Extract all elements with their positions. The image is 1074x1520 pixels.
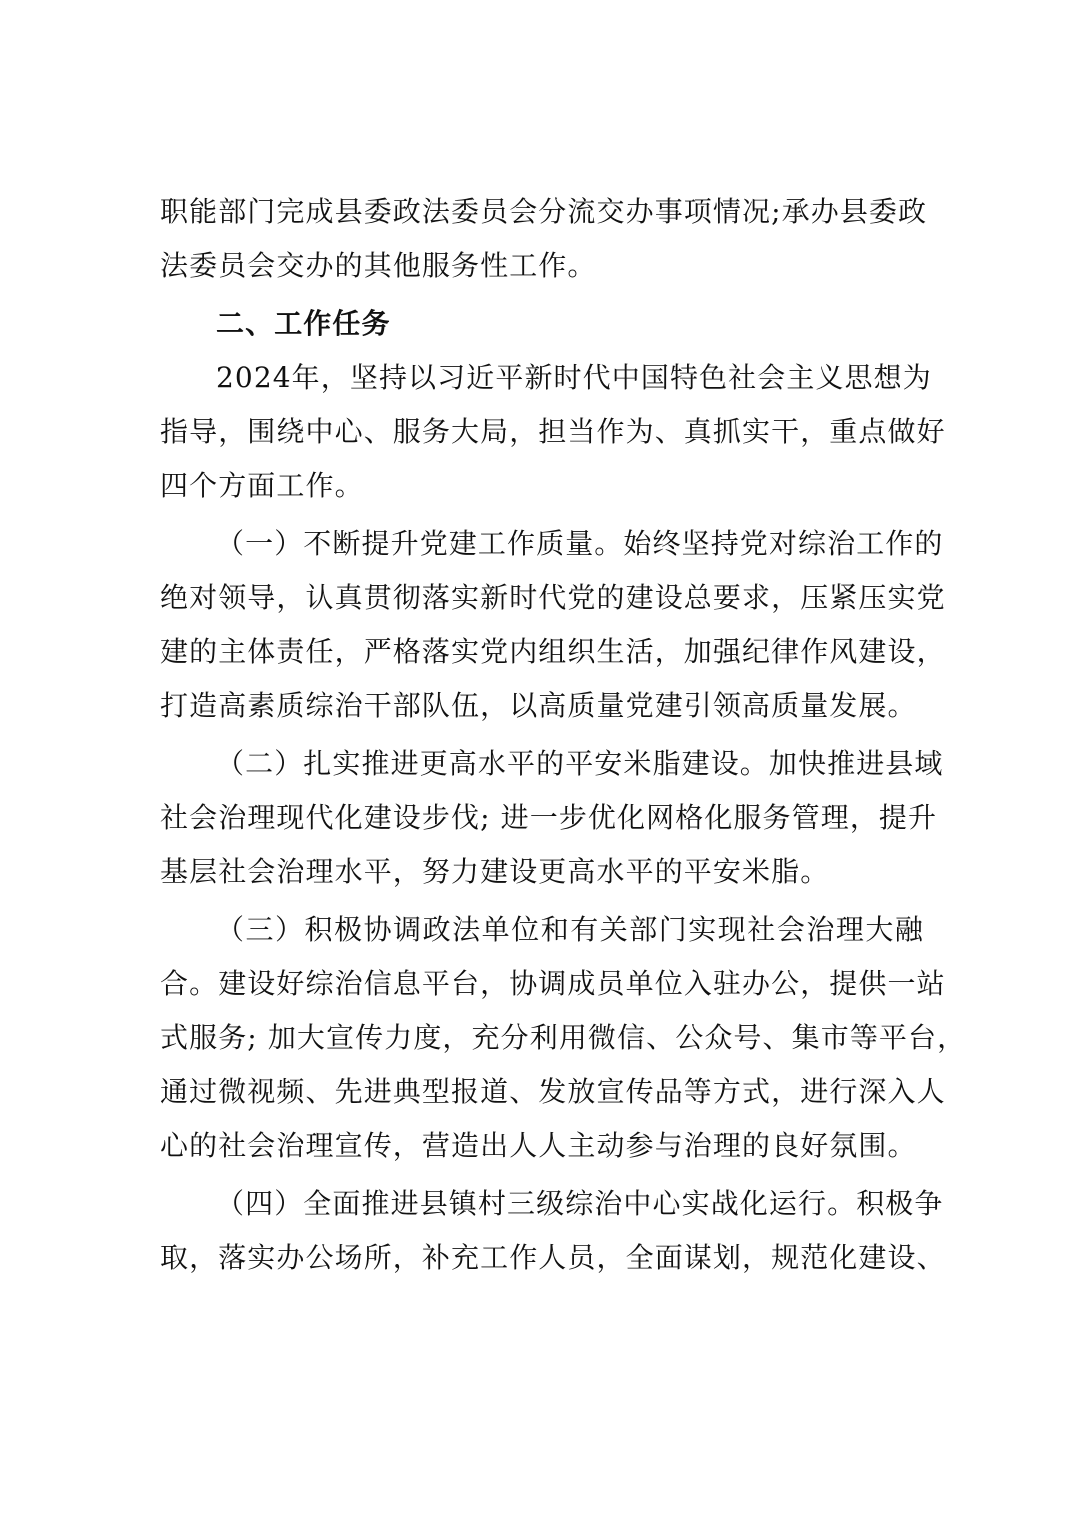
text-line: 职能部门完成县委政法委员会分流交办事项情况;承办县委政 <box>160 195 928 228</box>
text-line: （四）全面推进县镇村三级综治中心实战化运行。积极争 <box>216 1187 944 1220</box>
text-line: 通过微视频、先进典型报道、发放宣传品等方式，进行深入人 <box>160 1075 946 1108</box>
text-line: 基层社会治理水平，努力建设更高水平的平安米脂。 <box>160 855 830 888</box>
text-line: 四个方面工作。 <box>160 469 364 502</box>
text-line: 式服务; 加大宣传力度，充分利用微信、公众号、集市等平台， <box>160 1021 967 1054</box>
text-line: （二）扎实推进更高水平的平安米脂建设。加快推进县域 <box>216 747 944 780</box>
section-heading: 二、工作任务 <box>216 307 391 340</box>
text-line: 打造高素质综治干部队伍，以高质量党建引领高质量发展。 <box>160 689 917 722</box>
text-line: 指导，围绕中心、服务大局，担当作为、真抓实干，重点做好 <box>160 415 946 448</box>
text-line: 2024年，坚持以习近平新时代中国特色社会主义思想为 <box>216 361 932 394</box>
text-line: 法委员会交办的其他服务性工作。 <box>160 249 597 282</box>
text-line: （一）不断提升党建工作质量。始终坚持党对综治工作的 <box>216 527 944 560</box>
text-line: （三）积极协调政法单位和有关部门实现社会治理大融 <box>216 913 924 946</box>
text-line: 合。建设好综治信息平台，协调成员单位入驻办公，提供一站 <box>160 967 946 1000</box>
text-line: 取，落实办公场所，补充工作人员，全面谋划，规范化建设、 <box>160 1241 946 1274</box>
text-line: 社会治理现代化建设步伐; 进一步优化网格化服务管理，提升 <box>160 801 938 834</box>
text-line: 建的主体责任，严格落实党内组织生活，加强纪律作风建设， <box>160 635 946 668</box>
text-line: 绝对领导，认真贯彻落实新时代党的建设总要求，压紧压实党 <box>160 581 946 614</box>
text-line: 心的社会治理宣传，营造出人人主动参与治理的良好氛围。 <box>160 1129 917 1162</box>
document-body <box>160 185 967 1285</box>
